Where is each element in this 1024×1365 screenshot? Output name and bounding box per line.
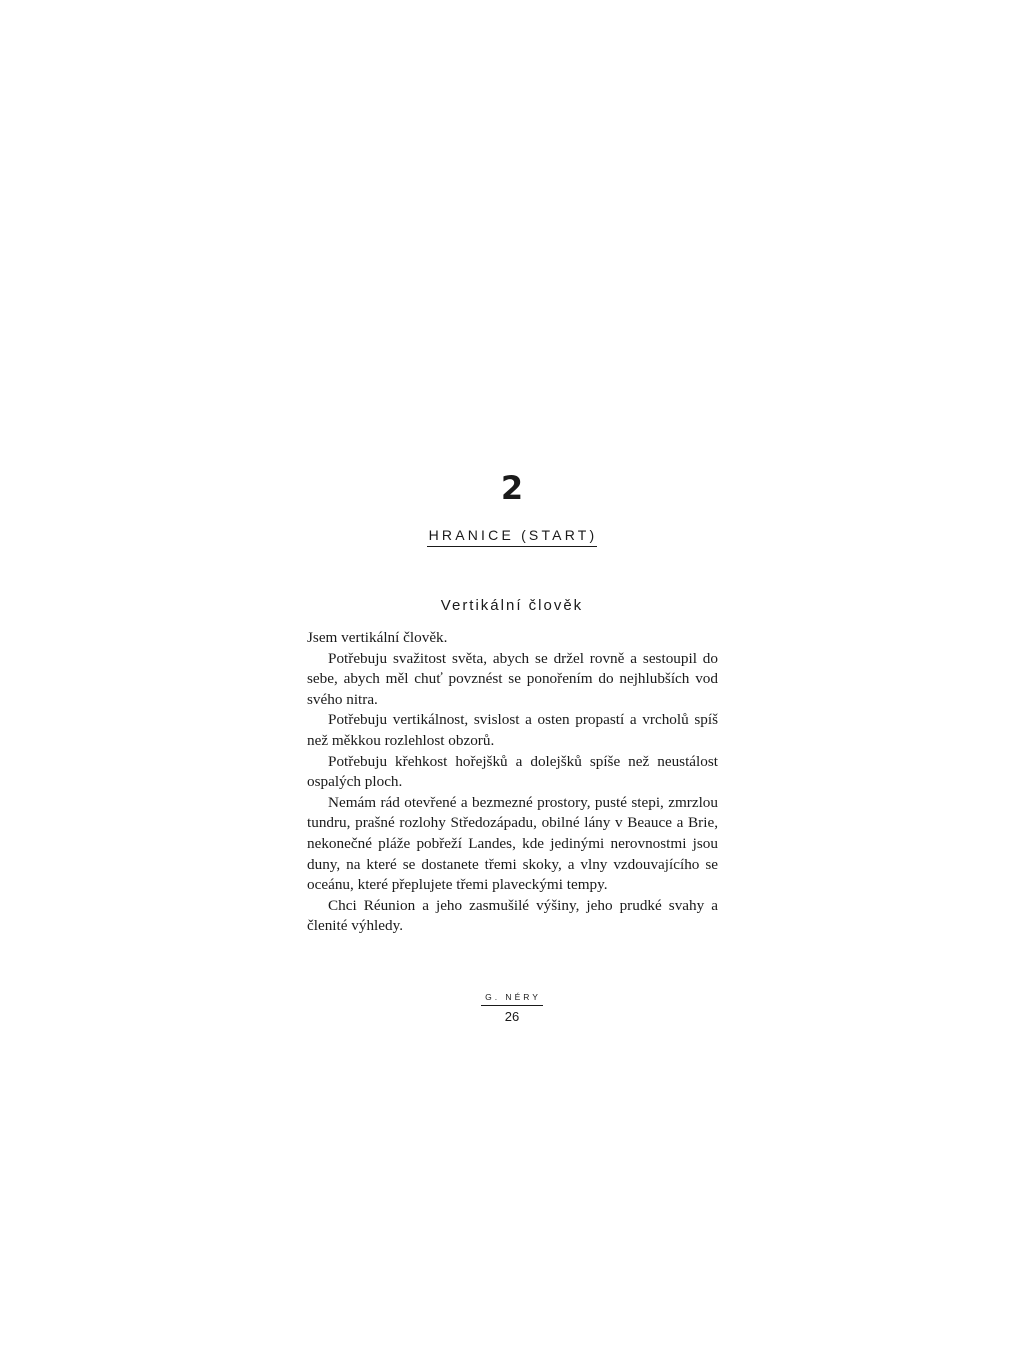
paragraph: Nemám rád otevřené a bezmezné prostory, pusté stepi, zmrzlou tundru, prašné rozlohy Středozápadu, obilné lány v Beauce a Brie, nekonečné pláže pobřeží Landes, kde jedinými nerovnostmi jsou duny, na které se dostanete třemi skoky, a vlny vzdouvajícího se oceánu, které přeplujete třemi plaveckými tempy. [307,793,718,894]
paragraph: Jsem vertikální člověk. [307,629,448,646]
chapter-title: HRANICE (START) [427,526,598,547]
footer-author: G. NÉRY [481,992,543,1006]
paragraph: Potřebuju vertikálnost, svislost a osten propastí a vrcholů spíš než měkkou rozlehlost obzorů. [307,711,718,749]
body-text [307,628,718,937]
page-number: 26 [504,1009,520,1024]
paragraph: Potřebuju křehkost hořejšků a dolejšků spíše než neustálost ospalých ploch. [307,752,718,791]
chapter-number: 2 [500,469,524,507]
paragraph: Potřebuju svažitost světa, abych se držel rovně a sestoupil do sebe, abych měl chuť povznést se ponořením do nejhlubších vod svého nitra. [307,649,718,708]
running-footer [0,987,1024,1006]
paragraph: Chci Réunion a jeho zasmušilé výšiny, jeho prudké svahy a členité výhledy. [307,896,718,935]
section-title: Vertikální člověk [440,597,584,614]
chapter-title-container [0,526,1024,547]
